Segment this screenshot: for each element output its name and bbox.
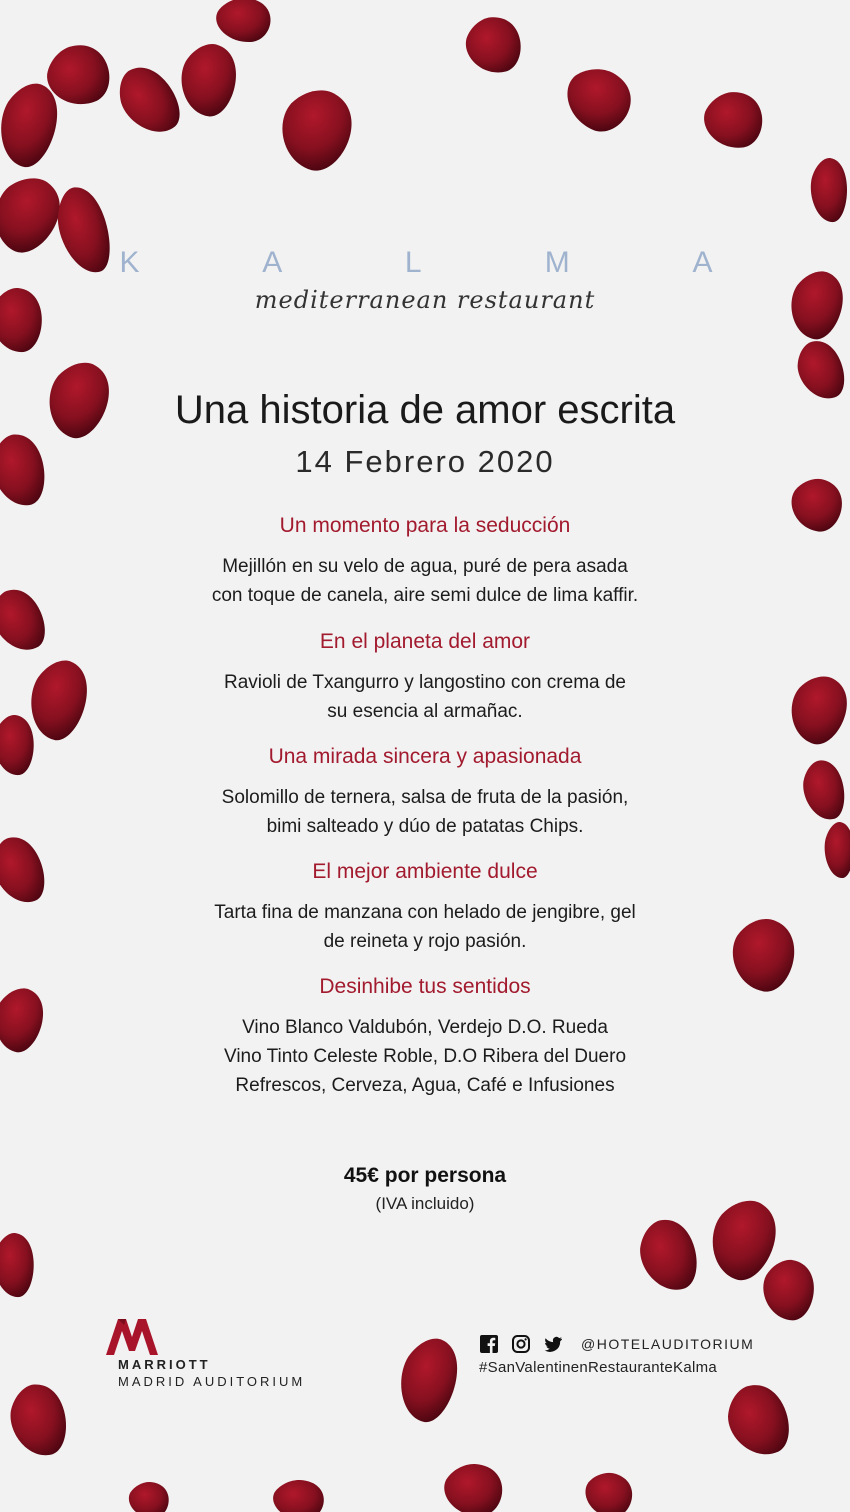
- social-links: [479, 1333, 754, 1355]
- course-title-2: En el planeta del amor: [319, 630, 531, 653]
- course-title-3: Una mirada sincera y apasionada: [268, 745, 582, 768]
- marriott-logo-icon: [104, 1313, 160, 1357]
- event-date: 14 Febrero 2020: [295, 444, 555, 479]
- course-title-5: Desinhibe tus sentidos: [319, 975, 531, 998]
- course-line: Ravioli de Txangurro y langostino con crema de: [223, 672, 627, 693]
- course-line: Mejillón en su velo de agua, puré de pera asada: [222, 556, 628, 577]
- course-line: bimi salteado y dúo de patatas Chips.: [266, 816, 584, 837]
- course-description-1: [0, 552, 850, 610]
- hotel-location: MADRID AUDITORIUM: [118, 1374, 306, 1389]
- course-title-4: El mejor ambiente dulce: [312, 860, 538, 883]
- course-line: Refrescos, Cerveza, Agua, Café e Infusiones: [235, 1075, 615, 1096]
- course-line: su esencia al armañac.: [327, 701, 523, 722]
- course-line: de reineta y rojo pasión.: [323, 931, 527, 952]
- hotel-name: MARRIOTT: [118, 1357, 211, 1372]
- facebook-icon[interactable]: [479, 1334, 499, 1354]
- course-description-2: [0, 668, 850, 726]
- hashtag: #SanValentinenRestauranteKalma: [479, 1359, 718, 1376]
- course-line: Vino Tinto Celeste Roble, D.O Ribera del Duero: [223, 1046, 627, 1067]
- course-line: Solomillo de ternera, salsa de fruta de la pasión,: [221, 787, 629, 808]
- social-handle[interactable]: @HOTELAUDITORIUM: [581, 1336, 755, 1352]
- kalma-logo: K A L M A: [119, 246, 771, 279]
- course-description-3: [0, 783, 850, 841]
- course-description-5: [0, 1013, 850, 1100]
- kalma-tagline: mediterranean restaurant: [254, 286, 596, 314]
- course-title-1: Un momento para la seducción: [279, 514, 571, 537]
- course-line: Vino Blanco Valdubón, Verdejo D.O. Rueda: [242, 1017, 608, 1038]
- course-line: con toque de canela, aire semi dulce de lima kaffir.: [211, 585, 639, 606]
- twitter-icon[interactable]: [543, 1334, 563, 1354]
- price: 45€ por persona: [343, 1164, 507, 1187]
- price-note: (IVA incluido): [375, 1194, 475, 1213]
- instagram-icon[interactable]: [511, 1334, 531, 1354]
- page-title: Una historia de amor escrita: [174, 388, 676, 432]
- course-description-4: [0, 898, 850, 956]
- course-line: Tarta fina de manzana con helado de jengibre, gel: [214, 902, 636, 923]
